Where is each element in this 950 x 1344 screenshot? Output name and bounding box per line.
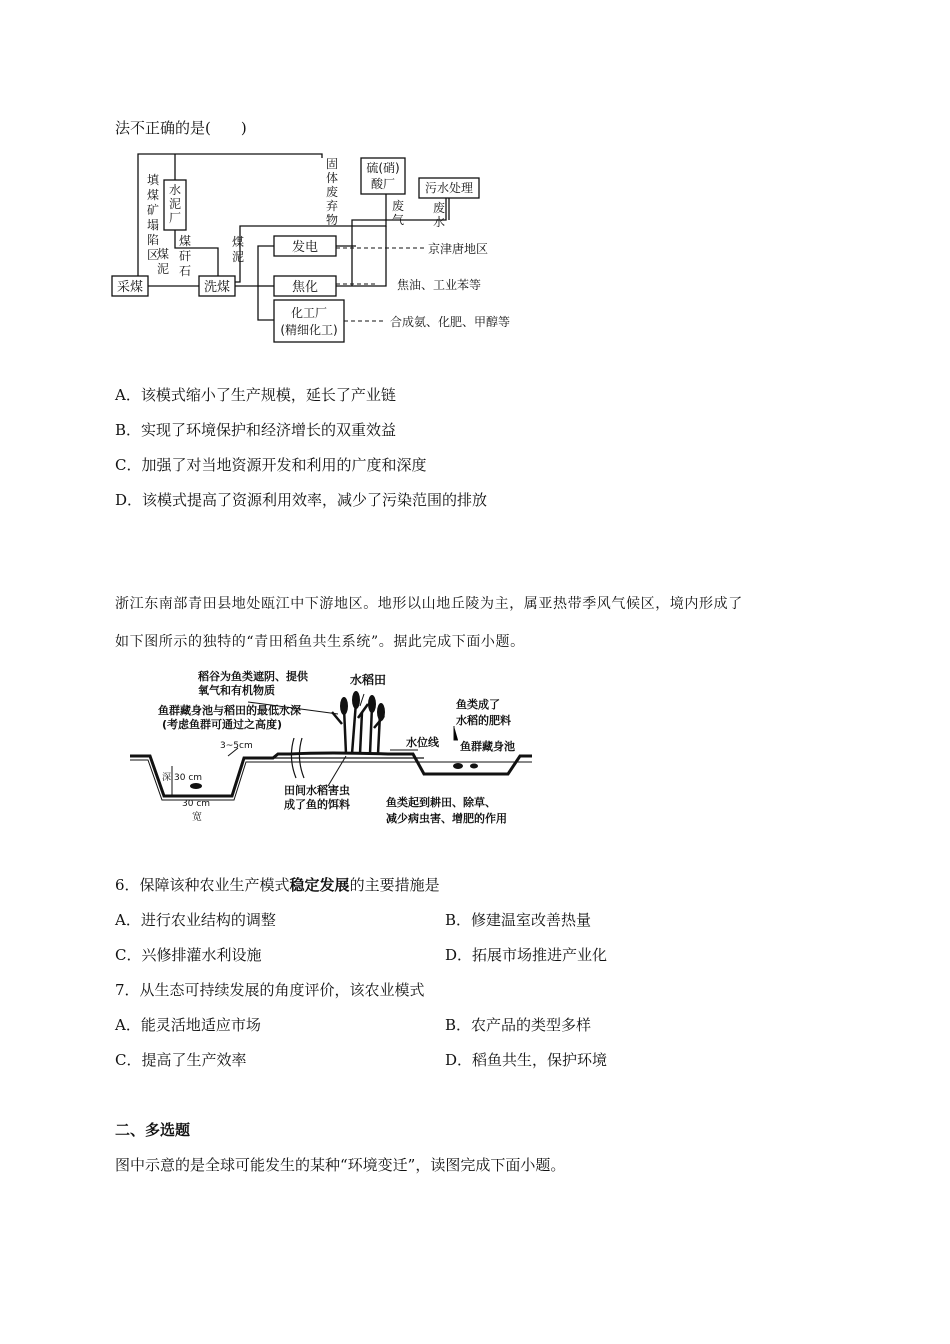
rice-label-t6: 3~5cm — [220, 741, 253, 751]
q6-option-d: D．拓展市场推进产业化 — [445, 946, 608, 964]
label-out-jiaoyou: 焦油、工业苯等 — [397, 278, 482, 292]
rice-label-t16: 鱼群藏身池 — [460, 740, 515, 753]
section-title: 二、多选题 — [115, 1121, 191, 1139]
rice-label-t18: 减少病虫害、增肥的作用 — [386, 812, 507, 825]
label-out-hechengan: 合成氨、化肥、甲醇等 — [390, 315, 511, 329]
q6-option-b: B．修建温室改善热量 — [445, 911, 592, 929]
label-tianmei-5: 陷 — [147, 233, 160, 247]
question-6-stem: 6．保障该种农业生产模式稳定发展的主要措施是 — [115, 876, 440, 894]
label-meiganshi-2: 矸 — [179, 249, 192, 263]
label-huagongchang-1: 化工厂 — [290, 306, 328, 320]
label-tianmei-1: 填 — [147, 173, 160, 187]
label-tianmei-2: 煤 — [147, 188, 160, 202]
label-guti-1: 固 — [326, 157, 339, 171]
section-intro: 图中示意的是全球可能发生的某种“环境变迁”，读图完成下面小题。 — [115, 1156, 566, 1174]
label-guti-3: 废 — [326, 185, 339, 199]
option-a: A．该模式缩小了生产规模，延长了产业链 — [115, 386, 396, 404]
rice-label-t5: (考虑鱼群可通过之高度) — [162, 718, 283, 731]
label-meiganshi-3: 石 — [179, 264, 192, 278]
q6-option-c: C．兴修排灌水利设施 — [115, 946, 262, 964]
q7-option-b: B．农产品的类型多样 — [445, 1016, 592, 1034]
rice-fish-diagram — [128, 668, 538, 840]
label-liusuanchang-1: 硫(硝) — [366, 161, 400, 175]
label-feishui-2: 水 — [433, 215, 446, 229]
label-shuinichang-1: 水 — [168, 183, 182, 197]
q7-option-c: C．提高了生产效率 — [115, 1051, 247, 1069]
option-d: D．该模式提高了资源利用效率，减少了污染范围的排放 — [115, 491, 488, 509]
q7-option-d: D．稻鱼共生，保护环境 — [445, 1051, 608, 1069]
rice-label-t2: 氧气和有机物质 — [198, 684, 275, 697]
label-guti-4: 弃 — [326, 199, 339, 213]
label-shuinichang-2: 泥 — [168, 197, 182, 211]
label-tianmei-3: 矿 — [147, 203, 160, 217]
label-feishui-1: 废 — [433, 201, 446, 215]
option-b: B．实现了环境保护和经济增长的双重效益 — [115, 421, 397, 439]
rice-label-t15: 水位线 — [406, 736, 439, 749]
label-fadian: 发电 — [291, 240, 319, 255]
rice-label-t12: 成了鱼的饵料 — [284, 798, 350, 811]
label-meini-left-2: 泥 — [157, 262, 170, 276]
label-wushui: 污水处理 — [424, 181, 474, 195]
label-out-jingjintang: 京津唐地区 — [428, 242, 489, 256]
rice-label-t14: 水稻的肥料 — [456, 714, 511, 727]
rice-label-t7: 深 — [162, 773, 172, 783]
label-liusuanchang-2: 酸厂 — [370, 177, 396, 191]
label-tianmei-4: 塌 — [147, 218, 160, 232]
rice-label-t1: 稻谷为鱼类遮阴、提供 — [198, 670, 308, 683]
question-7-stem: 7．从生态可持续发展的角度评价，该农业模式 — [115, 981, 425, 999]
label-meini-mid-1: 煤 — [232, 235, 245, 249]
label-meini-left-1: 煤 — [157, 247, 170, 261]
question-stem: 法不正确的是( ) — [115, 119, 247, 137]
label-jiaohua: 焦化 — [291, 280, 319, 295]
label-meini-mid-2: 泥 — [232, 250, 245, 264]
q7-option-a: A．能灵活地适应市场 — [115, 1016, 261, 1034]
rice-label-t11: 田间水稻害虫 — [284, 784, 350, 797]
label-caimei: 采煤 — [116, 280, 144, 295]
label-tianmei-6: 区 — [147, 248, 160, 262]
passage-line-2: 如下图所示的独特的“青田稻鱼共生系统”。据此完成下面小题。 — [115, 634, 525, 650]
q6-option-a: A．进行农业结构的调整 — [115, 911, 276, 929]
label-feiqi-1: 废 — [392, 199, 405, 213]
label-guti-5: 物 — [326, 213, 339, 227]
rice-label-t9: 30 cm — [182, 799, 211, 809]
rice-label-t13: 鱼类成了 — [456, 698, 500, 711]
label-shuinichang-3: 厂 — [168, 211, 182, 225]
passage-line-1: 浙江东南部青田县地处瓯江中下游地区。地形以山地丘陵为主，属亚热带季风气候区，境内形成了 — [115, 596, 743, 612]
label-feiqi-2: 气 — [392, 213, 405, 227]
option-c: C．加强了对当地资源开发和利用的广度和深度 — [115, 456, 427, 474]
coal-industry-flow-diagram — [108, 150, 518, 350]
label-huagongchang-2: (精细化工) — [280, 323, 338, 337]
rice-label-t4: 鱼群藏身池与稻田的最低水深 — [158, 704, 301, 717]
rice-label-t3: 水稻田 — [350, 673, 387, 687]
label-meiganshi-1: 煤 — [179, 234, 192, 248]
rice-label-t17: 鱼类起到耕田、除草、 — [386, 796, 496, 809]
label-ximei: 洗煤 — [203, 280, 231, 295]
label-guti-2: 体 — [326, 171, 339, 185]
rice-label-t10: 宽 — [192, 812, 202, 823]
rice-label-t8: 30 cm — [174, 773, 203, 783]
